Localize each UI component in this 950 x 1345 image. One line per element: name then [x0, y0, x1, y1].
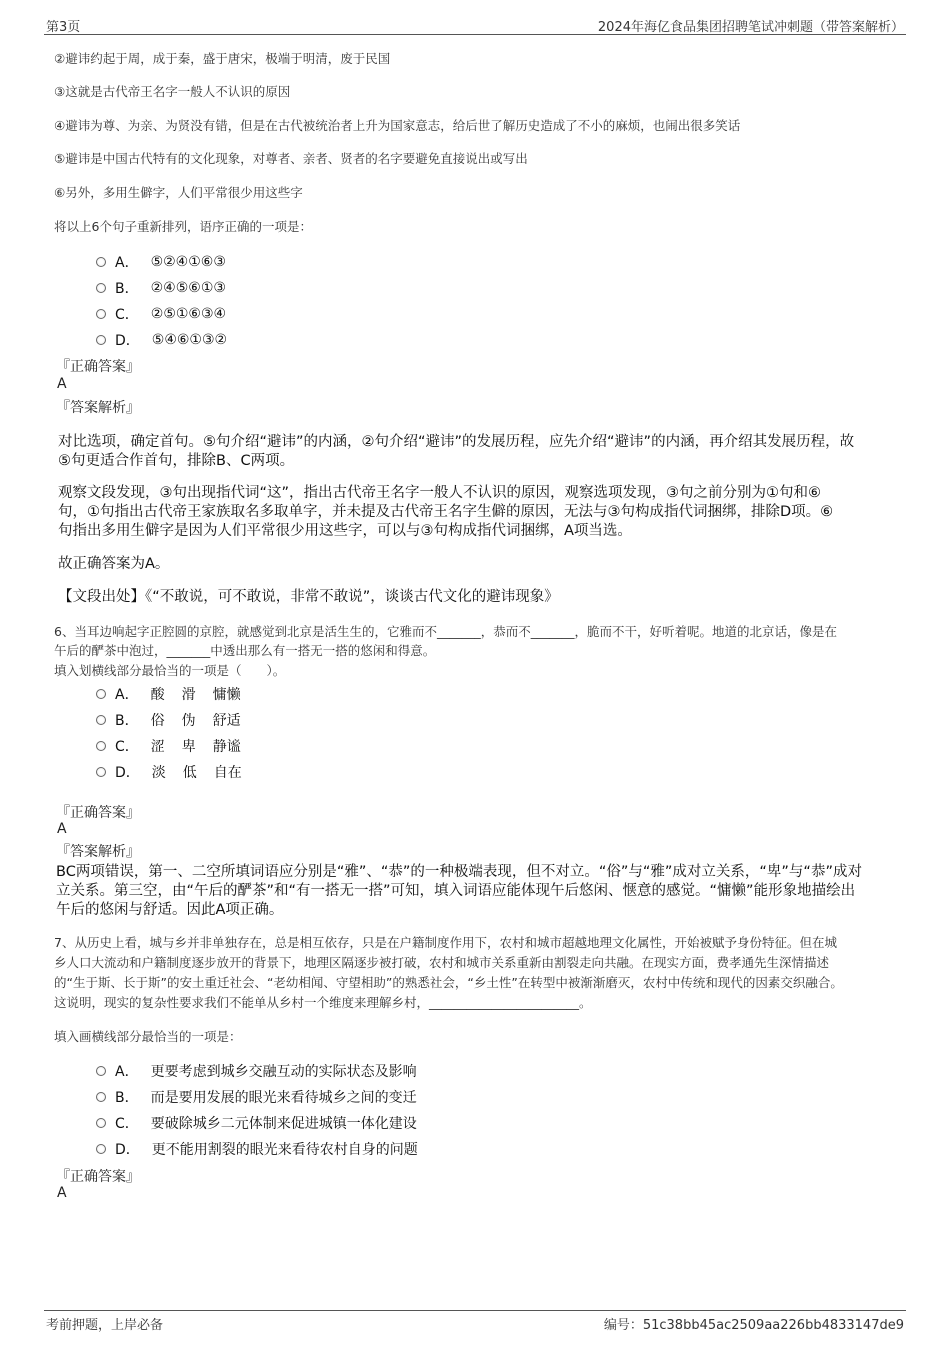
option-text: ⑤②④①⑥③ — [150, 254, 226, 270]
q5-sentence-5: ⑤避讳是中国古代特有的文化现象，对尊者、亲者、贤者的名字要避免直接说出或写出 — [54, 151, 528, 166]
radio-button[interactable] — [96, 257, 106, 267]
option-text: 更要考虑到城乡交融互动的实际状态及影响 — [150, 1064, 417, 1080]
option-letter: A． — [115, 687, 139, 703]
q5-analysis-line: 句指出多用生僻字是因为人们平常很少用这些字，可以与③句构成指代词捆绑，A项当选。 — [58, 523, 632, 539]
option-text: ②⑤①⑥③④ — [150, 306, 227, 322]
radio-button[interactable] — [96, 335, 106, 345]
q7-stem-line: 乡人口大流动和户籍制度逐步放开的背景下，地理区隔逐步被打破，农村和城市关系重新由割裂走向共融。在现实方面，费孝通先生深情描述 — [54, 955, 830, 970]
q7-stem-line: 这说明，现实的复杂性要求我们不能单从乡村一个维度来理解乡村，________________________。 — [54, 995, 592, 1010]
q7-stem-line: 7、从历史上看，城与乡并非单独存在，总是相互依存，只是在户籍制度作用下，农村和城市超越地理文化属性，开始被赋予身份特征。但在城 — [54, 935, 837, 950]
q7-option-a[interactable] — [96, 1061, 417, 1081]
option-word: 伪 — [181, 713, 196, 729]
q7-option-b[interactable] — [96, 1087, 417, 1107]
document-id: 编号：51c38bb45ac2509aa226bb4833147de9 — [603, 1318, 904, 1333]
option-word: 慵懒 — [212, 687, 241, 703]
option-word: 静谧 — [212, 739, 241, 755]
option-text: ⑤④⑥①③② — [151, 332, 228, 348]
option-letter: D． — [115, 333, 140, 349]
q5-sentence-3: ③这就是古代帝王名字一般人不认识的原因 — [54, 84, 291, 99]
q7-prompt: 填入画横线部分最恰当的一项是： — [54, 1029, 242, 1044]
q7-option-d[interactable] — [96, 1139, 418, 1159]
option-text — [151, 710, 241, 730]
radio-button[interactable] — [96, 309, 106, 319]
q5-answer: A — [57, 376, 67, 392]
q6-answer: A — [57, 821, 67, 837]
q6-option-b[interactable] — [96, 710, 241, 730]
option-letter: B． — [115, 1090, 139, 1106]
option-word: 淡 — [151, 765, 166, 781]
q6-analysis-line: BC两项错误，第一、二空所填词语应分别是“雅”、“恭”的一种极端表现，但不对立。“俗”与“雅”成对立关系，“卑”与“恭”成对 — [56, 864, 862, 880]
option-word: 卑 — [181, 739, 196, 755]
q7-stem-line: 的“生于斯、长于斯”的安土重迁社会、“老幼相闻、守望相助”的熟悉社会，“乡土性”在转型中被渐渐磨灭，农村中传统和现代的因素交织融合。 — [54, 975, 843, 990]
q5-analysis-conclusion: 故正确答案为A。 — [58, 556, 170, 572]
option-letter: C． — [115, 739, 139, 755]
q5-answer-label: 『正确答案』 — [56, 359, 140, 375]
radio-button[interactable] — [96, 1066, 106, 1076]
q5-source: 【文段出处】《“不敢说，可不敢说，非常不敢说”，谈谈古代文化的避讳现象》 — [58, 589, 559, 605]
option-letter: B． — [115, 281, 139, 297]
option-text: 要破除城乡二元体制来促进城镇一体化建设 — [150, 1116, 417, 1132]
q6-prompt: 填入划横线部分最恰当的一项是（ ）。 — [54, 663, 286, 678]
q5-option-c[interactable] — [96, 304, 226, 324]
q6-answer-label: 『正确答案』 — [56, 805, 140, 821]
q5-analysis-label: 『答案解析』 — [56, 400, 140, 416]
q5-sentence-6: ⑥另外，多用生僻字，人们平常很少用这些字 — [54, 185, 303, 200]
option-word: 酸 — [150, 687, 165, 703]
radio-button[interactable] — [96, 741, 106, 751]
q6-option-c[interactable] — [96, 736, 241, 756]
q6-stem-line: 午后的酽茶中泡过，_______中透出那么有一搭无一搭的悠闲和得意。 — [54, 643, 436, 658]
q5-analysis-line: 观察文段发现，③句出现指代词“这”，指出古代帝王名字一般人不认识的原因，观察选项发现，③句之前分别为①句和⑥ — [58, 485, 822, 501]
radio-button[interactable] — [96, 767, 106, 777]
radio-button[interactable] — [96, 1144, 106, 1154]
radio-button[interactable] — [96, 1092, 106, 1102]
option-letter: D． — [115, 765, 140, 781]
option-word: 舒适 — [212, 713, 241, 729]
radio-button[interactable] — [96, 715, 106, 725]
q6-stem-line: 6、当耳边响起字正腔圆的京腔，就感觉到北京是活生生的，它雅而不_______，恭而不_______，脆而不干，好听着呢。地道的北京话，像是在 — [54, 624, 837, 639]
q6-analysis-label: 『答案解析』 — [56, 844, 140, 860]
radio-button[interactable] — [96, 283, 106, 293]
q5-analysis-line: 句，①句指出古代帝王家族取名多取单字，并未提及古代帝王名字生僻的原因，无法与③句构成指代词捆绑，排除D项。⑥ — [58, 504, 834, 520]
header-divider — [44, 34, 906, 35]
q7-answer: A — [57, 1185, 67, 1201]
option-text: 更不能用割裂的眼光来看待农村自身的问题 — [151, 1142, 418, 1158]
option-text: ②④⑤⑥①③ — [150, 280, 226, 296]
q6-analysis-line: 午后的悠闲与舒适。因此A项正确。 — [56, 902, 284, 918]
option-letter: C． — [115, 1116, 139, 1132]
q7-answer-label: 『正确答案』 — [56, 1169, 140, 1185]
option-letter: A． — [115, 1064, 139, 1080]
option-text — [151, 736, 241, 756]
option-text: 而是要用发展的眼光来看待城乡之间的变迁 — [150, 1090, 417, 1106]
q5-sentence-2: ②避讳约起于周，成于秦，盛于唐宋，极端于明清，废于民国 — [54, 51, 391, 66]
q7-option-c[interactable] — [96, 1113, 417, 1133]
footer-slogan: 考前押题，上岸必备 — [46, 1318, 164, 1333]
option-letter: C． — [115, 307, 139, 323]
option-word: 滑 — [181, 687, 196, 703]
page-number: 第3页 — [46, 20, 81, 35]
radio-button[interactable] — [96, 1118, 106, 1128]
q5-analysis-line: ⑤句更适合作首句，排除B、C两项。 — [58, 453, 295, 469]
option-letter: B． — [115, 713, 139, 729]
radio-button[interactable] — [96, 689, 106, 699]
option-word: 自在 — [213, 765, 242, 781]
q6-analysis-line: 立关系。第三空，由“午后的酽茶”和“有一搭无一搭”可知，填入词语应能体现午后悠闲、惬意的感觉。“慵懒”能形象地描绘出 — [56, 883, 856, 899]
q6-option-a[interactable] — [96, 684, 241, 704]
q5-prompt: 将以上6个句子重新排列，语序正确的一项是： — [54, 219, 312, 234]
q5-option-b[interactable] — [96, 278, 226, 298]
option-letter: D． — [115, 1142, 140, 1158]
document-title: 2024年海亿食品集团招聘笔试冲刺题（带答案解析） — [597, 20, 904, 35]
option-word: 低 — [182, 765, 197, 781]
q5-option-d[interactable] — [96, 330, 227, 350]
option-text — [151, 684, 241, 704]
option-letter: A． — [115, 255, 139, 271]
q5-option-a[interactable] — [96, 252, 226, 272]
q5-analysis-line: 对比选项，确定首句。⑤句介绍“避讳”的内涵，②句介绍“避讳”的发展历程，应先介绍“避讳”的内涵，再介绍其发展历程，故 — [58, 434, 855, 450]
option-word: 涩 — [150, 739, 165, 755]
q6-option-d[interactable] — [96, 762, 242, 782]
option-word: 俗 — [150, 713, 165, 729]
footer-divider — [44, 1310, 906, 1311]
option-text — [152, 762, 242, 782]
q5-sentence-4: ④避讳为尊、为亲、为贤没有错，但是在古代被统治者上升为国家意志，给后世了解历史造成了不小的麻烦，也闹出很多笑话 — [54, 118, 741, 133]
